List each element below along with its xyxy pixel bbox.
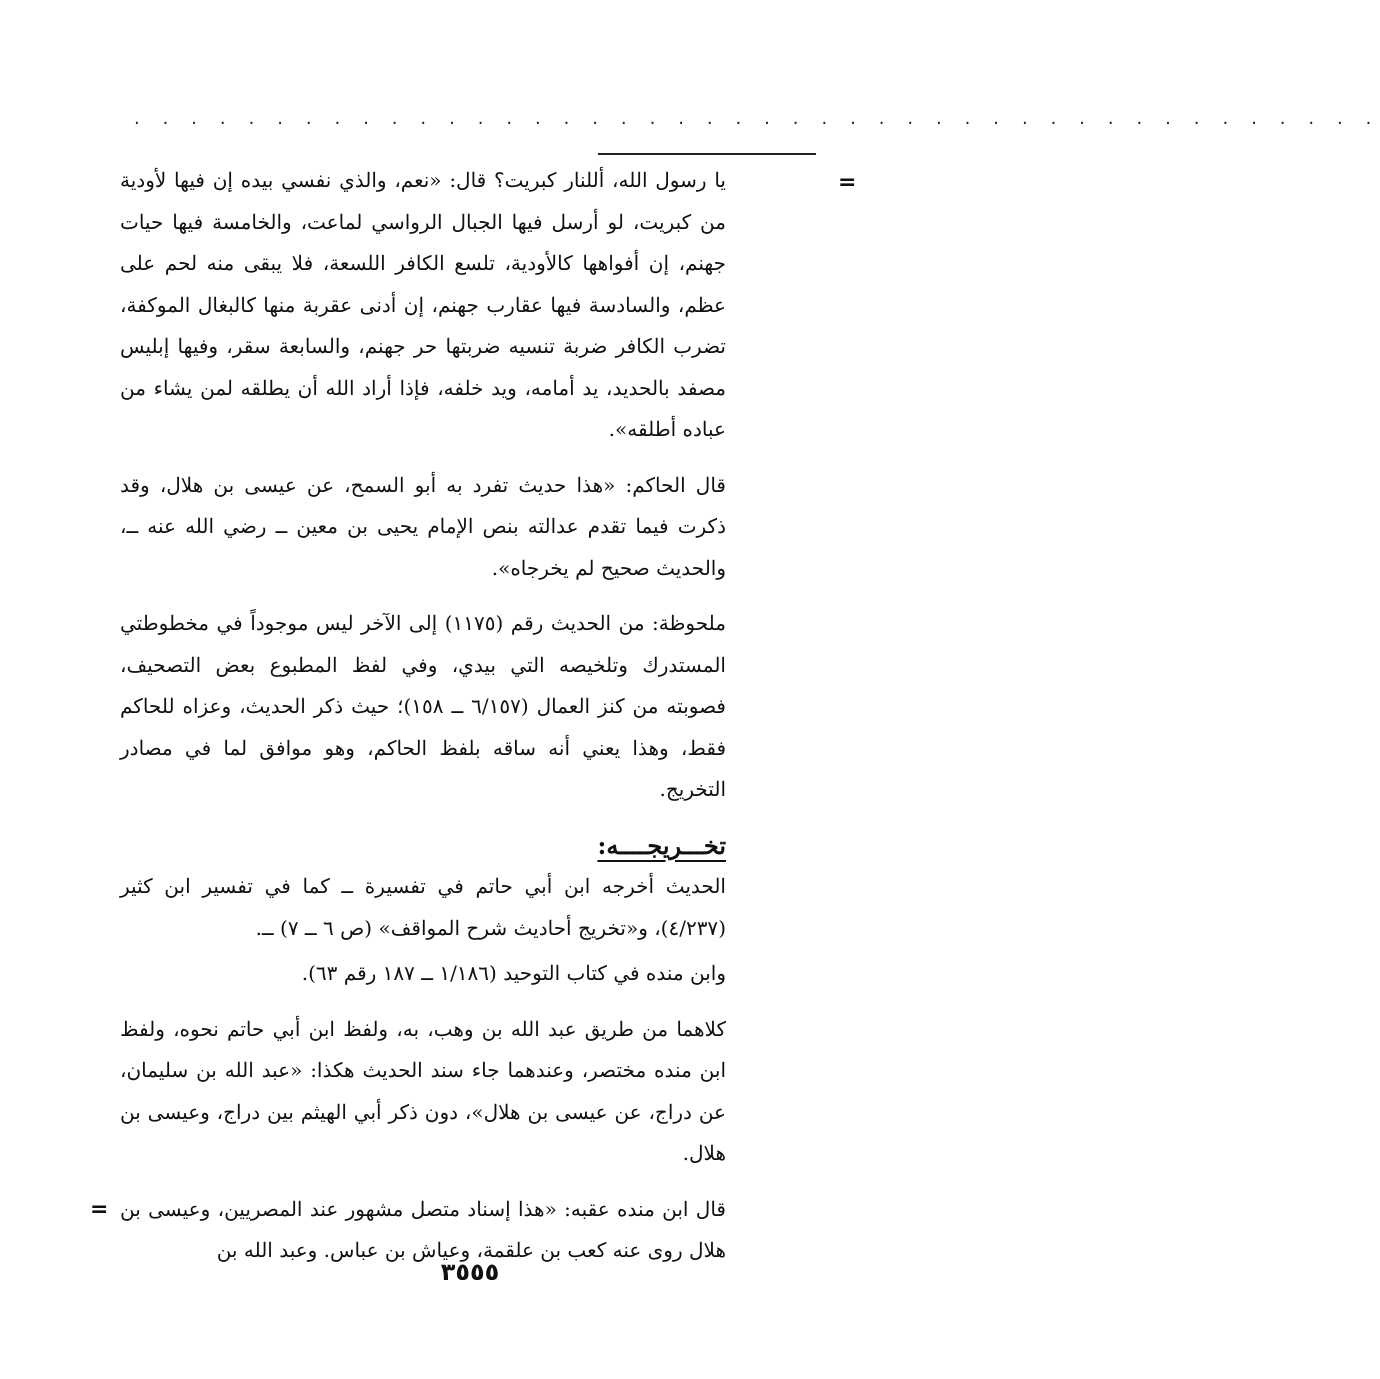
note-paragraph: ملحوظة: من الحديث رقم (١١٧٥) إلى الآخر ليس موجوداً في مخطوطتي المستدرك وتلخيصه التي بيدي، وفي لفظ المطبوع بعض التصحيف، فصوبته من كنز العمال (٦/١٥٧ ــ ١٥٨)؛ حيث ذكر الحديث، وعزاه للحاكم فقط، وهذا يعني أنه ساقه بلفظ الحاكم، وهو موافق لما في مصادر التخريج. [120,611,726,801]
hadith-text-paragraph: يا رسول الله، أللنار كبريت؟ قال: «نعم، والذي نفسي بيده إن فيها لأودية من كبريت، لو أرسل فيها الجبال الرواسي لماعت، والخامسة فيها حيات جهنم، إن أفواهها كالأودية، تلسع الكافر اللسعة، فلا يبقى منه لحم على عظم، والسادسة فيها عقارب جهنم، إن أدنى عقربة منها كالبغال الموكفة، تضرب الكافر ضربة تنسيه ضربتها حر جهنم، والسابعة سقر، وفيها إبليس مصفد بالحديد، يد أمامه، ويد خلفه، فإذا أراد الله أن يطلقه لمن يشاء من عباده أطلقه». [120,168,726,441]
continuation-mark-top: = [838,170,857,195]
chain-comparison-paragraph: كلاهما من طريق عبد الله بن وهب، به، ولفظ ابن أبي حاتم نحوه، ولفظ ابن منده مختصر، وعندهما جاء سند الحديث هكذا: «عبد الله بن سليمان، عن دراج، عن عيسى بن هلال»، دون ذكر أبي الهيثم بين دراج، وعيسى بن هلال. [120,1016,726,1165]
page-body [120,160,726,1286]
header-rule [598,153,816,155]
top-dotted-line: . . . . . . . . . . . . . . . . . . . . . . . . . . . . . . . . . . . . . . . . . . . . [134,108,1380,129]
continuation-mark-bottom: = [90,1197,109,1222]
hakim-comment-paragraph: قال الحاكم: «هذا حديث تفرد به أبو السمح، عن عيسى بن هلال، وقد ذكرت فيما تقدم عدالته بنص الإمام يحيى بن معين ــ رضي الله عنه ــ، والحديث صحيح لم يخرجاه». [120,472,726,580]
takhrij-heading: تخـــريجــــه: [597,830,726,860]
page-number: ٣٥٥٥ [440,1258,500,1286]
takhrij-line-1: الحديث أخرجه ابن أبي حاتم في تفسيرة ــ كما في تفسير ابن كثير (٤/٢٣٧)، و«تخريج أحاديث شرح المواقف» (ص ٦ ــ ٧) ــ. [120,874,726,940]
ibn-mandah-comment-paragraph: قال ابن منده عقبه: «هذا إسناد متصل مشهور عند المصريين، وعيسى بن هلال روى عنه كعب بن علقمة، وعياش بن عباس. وعبد الله بن [120,1196,726,1262]
takhrij-line-2: وابن منده في كتاب التوحيد (١/١٨٦ ــ ١٨٧ رقم ٦٣). [301,961,726,985]
